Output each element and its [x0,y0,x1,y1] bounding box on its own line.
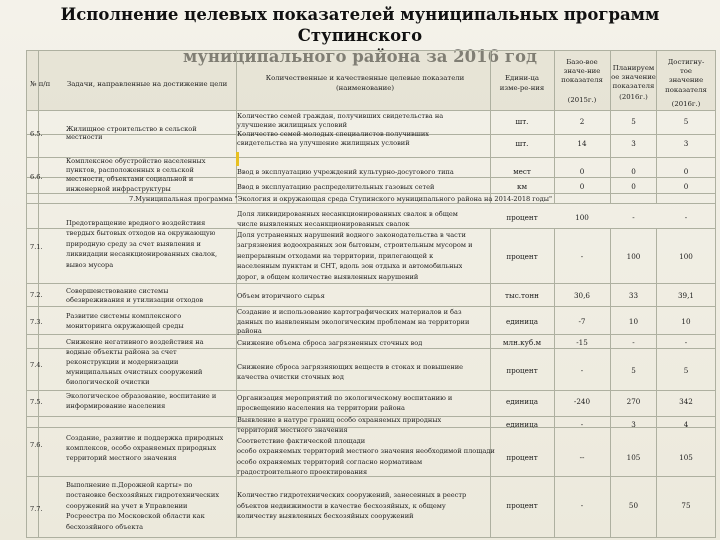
cell-marker [236,152,239,166]
unit-cell: мест [513,168,531,176]
header-actual-3: значение [668,76,704,84]
unit-cell: процент [506,502,538,510]
indicator-text: территорий местного значения [237,426,348,434]
row-num: 7.4. [30,361,43,369]
base-cell: 2 [579,118,585,126]
task-text: Предотвращение вредного воздействия [66,219,206,227]
actual-cell: - [684,339,688,347]
indicator-text: Количество семей молодых специалистов получивших [237,130,429,138]
row-num: 7.3. [30,318,43,326]
task-text: Создание, развитие и поддержка природных [66,434,224,442]
task-text: инженерной инфраструктуры [66,185,171,193]
plan-cell: 50 [628,502,639,510]
unit-cell: процент [506,214,538,222]
actual-cell: 5 [683,367,689,375]
header-actual: Достигну- [667,58,705,66]
base-cell: -- [579,454,585,462]
task-text: информирование населения [66,402,166,410]
base-cell: - [580,502,584,510]
header-tasks: Задачи, направленные на достижение цели [67,80,228,88]
plan-cell: 5 [631,118,636,126]
row-num: 7.2. [30,291,43,299]
header-plan: Планируем [612,64,655,72]
plan-cell: 270 [626,398,641,406]
indicator-text: Выявление в натуре границ особо охраняемых природных [237,416,442,424]
task-text: обезвреживания и утилизации отходов [66,296,204,304]
plan-cell: 105 [626,454,641,462]
indicator-text: улучшение жилищных условий [237,121,347,129]
indicator-text: особо охраняемых территорий местного значения необходимой площади [237,447,495,455]
row-num: 7.1. [30,243,43,251]
header-plan-4: (2016г.) [619,93,648,101]
indicator-text: Количество семей граждан, получивших свидетельства на [237,112,444,120]
task-text: муниципальных очистных сооружений [66,368,203,376]
indicator-text: Снижение сброса загрязняющих веществ в стоках и повышение [237,363,464,371]
task-text: биологической очистки [66,378,150,386]
indicator-text: Объем вторичного сырья [237,292,325,300]
task-text: постановке бесхозяйных гидротехнических [66,491,220,499]
header-indicators: Количественные и качественные целевые показатели [265,74,465,82]
task-text: пунктов, расположенных в сельской [66,166,194,174]
base-cell: - [580,253,584,261]
base-cell: -240 [573,398,591,406]
row-num: 7.7. [30,505,43,513]
task-text: твердых бытовых отходов на окружающую [66,229,216,237]
col-line [554,228,555,538]
task-text: Снижение негативного воздействия на [66,338,204,346]
indicator-text: качества очистки сточных вод [237,373,344,381]
task-text: Росреестра по Московской области как [66,512,205,520]
actual-cell: 5 [683,118,689,126]
indicator-text: Доля устраненных нарушений водного законодательства в части [237,231,466,239]
indicator-text: района [237,327,262,335]
task-text: Комплексное обустройство населенных [66,157,206,165]
plan-cell: 3 [631,140,636,148]
header-unit-sub: изме-ре-ния [499,84,545,92]
indicator-text: объектов недвижимости в качестве бесхозяйных, к общему [237,502,446,510]
task-text: комплексов, особо охраняемых природных [66,444,217,452]
row-num: 6.5. [30,130,43,138]
row-line [26,306,716,307]
base-cell: 14 [577,140,587,148]
title-line-1: Исполнение целевых показателей муниципальных программ Ступинского [60,5,660,45]
actual-cell: 4 [683,421,689,429]
indicator-text: дорог, в общем количестве выявленных нарушений [237,273,419,281]
task-text: Выполнение п.Дорожной карты» по [66,481,193,489]
task-text: реконструкции и модернизации [66,358,179,366]
actual-cell: 342 [679,398,693,406]
header-plan-2: ое значение [611,73,656,81]
task-text: Экологическое образование, воспитание и [66,392,217,400]
row-num: 6.6. [30,173,43,181]
actual-cell: 39,1 [677,292,694,300]
actual-cell: - [684,214,688,222]
plan-cell: 33 [628,292,639,300]
indicator-text: непрерывным отходами на территории, прилегающей к [237,252,434,260]
task-text: территорий местного значения [66,454,177,462]
header-plan-3: показателя [612,82,655,90]
unit-cell: единица [506,398,538,406]
indicator-text: числе выявленных несанкционированных свалок [237,220,410,228]
actual-cell: 105 [679,454,693,462]
row-line [26,537,716,538]
plan-cell: 10 [628,318,639,326]
actual-cell: 75 [681,502,691,510]
indicator-text: Доля ликвидированных несанкционированных свалок в общем [237,210,458,218]
indicator-text: населенным пунктам и СНТ, вдоль зон отдыха и автомобильных [237,262,463,270]
row-line [26,50,716,51]
indicator-text: Организация мероприятий по экологическому воспитанию и [237,394,453,402]
indicator-text: загрязнения водоохранных зон бытовым, строительным мусором и [237,241,473,249]
task-text: ликвидации несанкционированных свалок, [66,250,218,258]
indicator-text: Ввод в эксплуатацию распределительных газовых сетей [237,183,435,191]
header-actual-4: показателя [665,86,707,94]
actual-cell: 3 [683,140,689,148]
row-num: 7.6. [30,441,43,449]
actual-cell: 10 [681,318,691,326]
task-text: вывоз мусора [66,261,114,269]
row-line [26,283,716,284]
col-line [490,228,491,538]
header-base: Базо-вое [566,58,598,66]
unit-cell: шт. [515,140,529,148]
program-header: 7.Муниципальная программа "Экология и окружающая среда Ступинского муниципального района на 2014-2018 годы" [129,195,553,203]
unit-cell: единица [506,421,538,429]
task-text: Развитие системы комплексного [66,312,182,320]
unit-cell: процент [506,454,538,462]
unit-cell: процент [506,253,538,261]
plan-cell: - [632,214,635,222]
indicator-text: свидетельства на улучшение жилищных условий [237,139,410,147]
indicator-text: данных по выявленным экологическим проблемам на территории [237,318,470,326]
header-actual-2: тое [679,67,693,75]
col-line [610,228,611,538]
unit-cell: единица [506,318,538,326]
unit-cell: млн.куб.м [502,339,542,347]
plan-cell: 5 [631,367,636,375]
header-base-4: (2015г.) [567,96,597,104]
task-text: сооружений на учет в Управлении [66,502,188,510]
indicator-text: Ввод в эксплуатацию учреждений культурно-досугового типа [237,168,454,176]
unit-cell: процент [506,367,538,375]
base-cell: - [580,421,584,429]
header-actual-5: (2016г.) [671,100,701,108]
base-cell: 30,6 [573,292,590,300]
indicator-text: Соответствие фактической площади [237,437,366,445]
col-line [26,50,27,538]
row-line [26,476,716,477]
col-line [656,228,657,538]
indicator-text: количеству выявленных бесхозяйных сооружений [237,512,414,520]
col-line [490,50,491,203]
col-line [715,50,716,538]
task-text: природную среду за счет выявления и [66,240,201,248]
task-text: Совершенствование системы [66,287,169,295]
task-text: местности [66,133,103,141]
plan-cell: 100 [626,253,641,261]
actual-cell: 0 [683,168,689,176]
plan-cell: - [632,339,635,347]
task-text: водные объекты района за счет [66,348,177,356]
base-cell: -7 [578,318,586,326]
unit-cell: км [516,183,528,191]
plan-cell: 0 [631,168,636,176]
indicator-text: Количество гидротехнических сооружений, занесенных в реестр [237,491,467,499]
base-cell: -15 [576,339,588,347]
indicator-text: Создание и использование картографических материалов и баз [237,308,462,316]
task-text: местности, объектами социальной и [66,175,194,183]
task-text: бесхозяйного объекта [66,523,144,531]
base-cell: 100 [575,214,589,222]
base-cell: 0 [579,168,585,176]
row-line [26,390,716,391]
header-base-3: показателя [561,76,603,84]
unit-cell: тыс.тонн [505,292,539,300]
indicator-text: просвещению населения на территории района [237,404,405,412]
row-num: 7.5. [30,398,43,406]
row-line [26,334,716,335]
header-base-2: значе-ние [563,67,601,75]
indicator-text: особо охраняемых территорий согласно нормативам [237,458,423,466]
header-indicators-sub: (наименование) [335,84,395,92]
base-cell: - [580,367,584,375]
indicator-text: Снижение объема сброса загрязненных сточных вод [237,339,423,347]
task-text: Жилищное строительство в сельской [66,125,197,133]
indicator-text: градостроительного проектирования [237,468,368,476]
header-num: № п/п [30,80,51,88]
row-line [26,110,716,111]
unit-cell: шт. [515,118,529,126]
task-text: мониторинга окружающей среды [66,322,184,330]
plan-cell: 0 [631,183,636,191]
base-cell: 0 [579,183,585,191]
actual-cell: 100 [679,253,693,261]
actual-cell: 0 [683,183,689,191]
plan-cell: 3 [631,421,636,429]
header-unit: Едини-ца [505,74,539,82]
